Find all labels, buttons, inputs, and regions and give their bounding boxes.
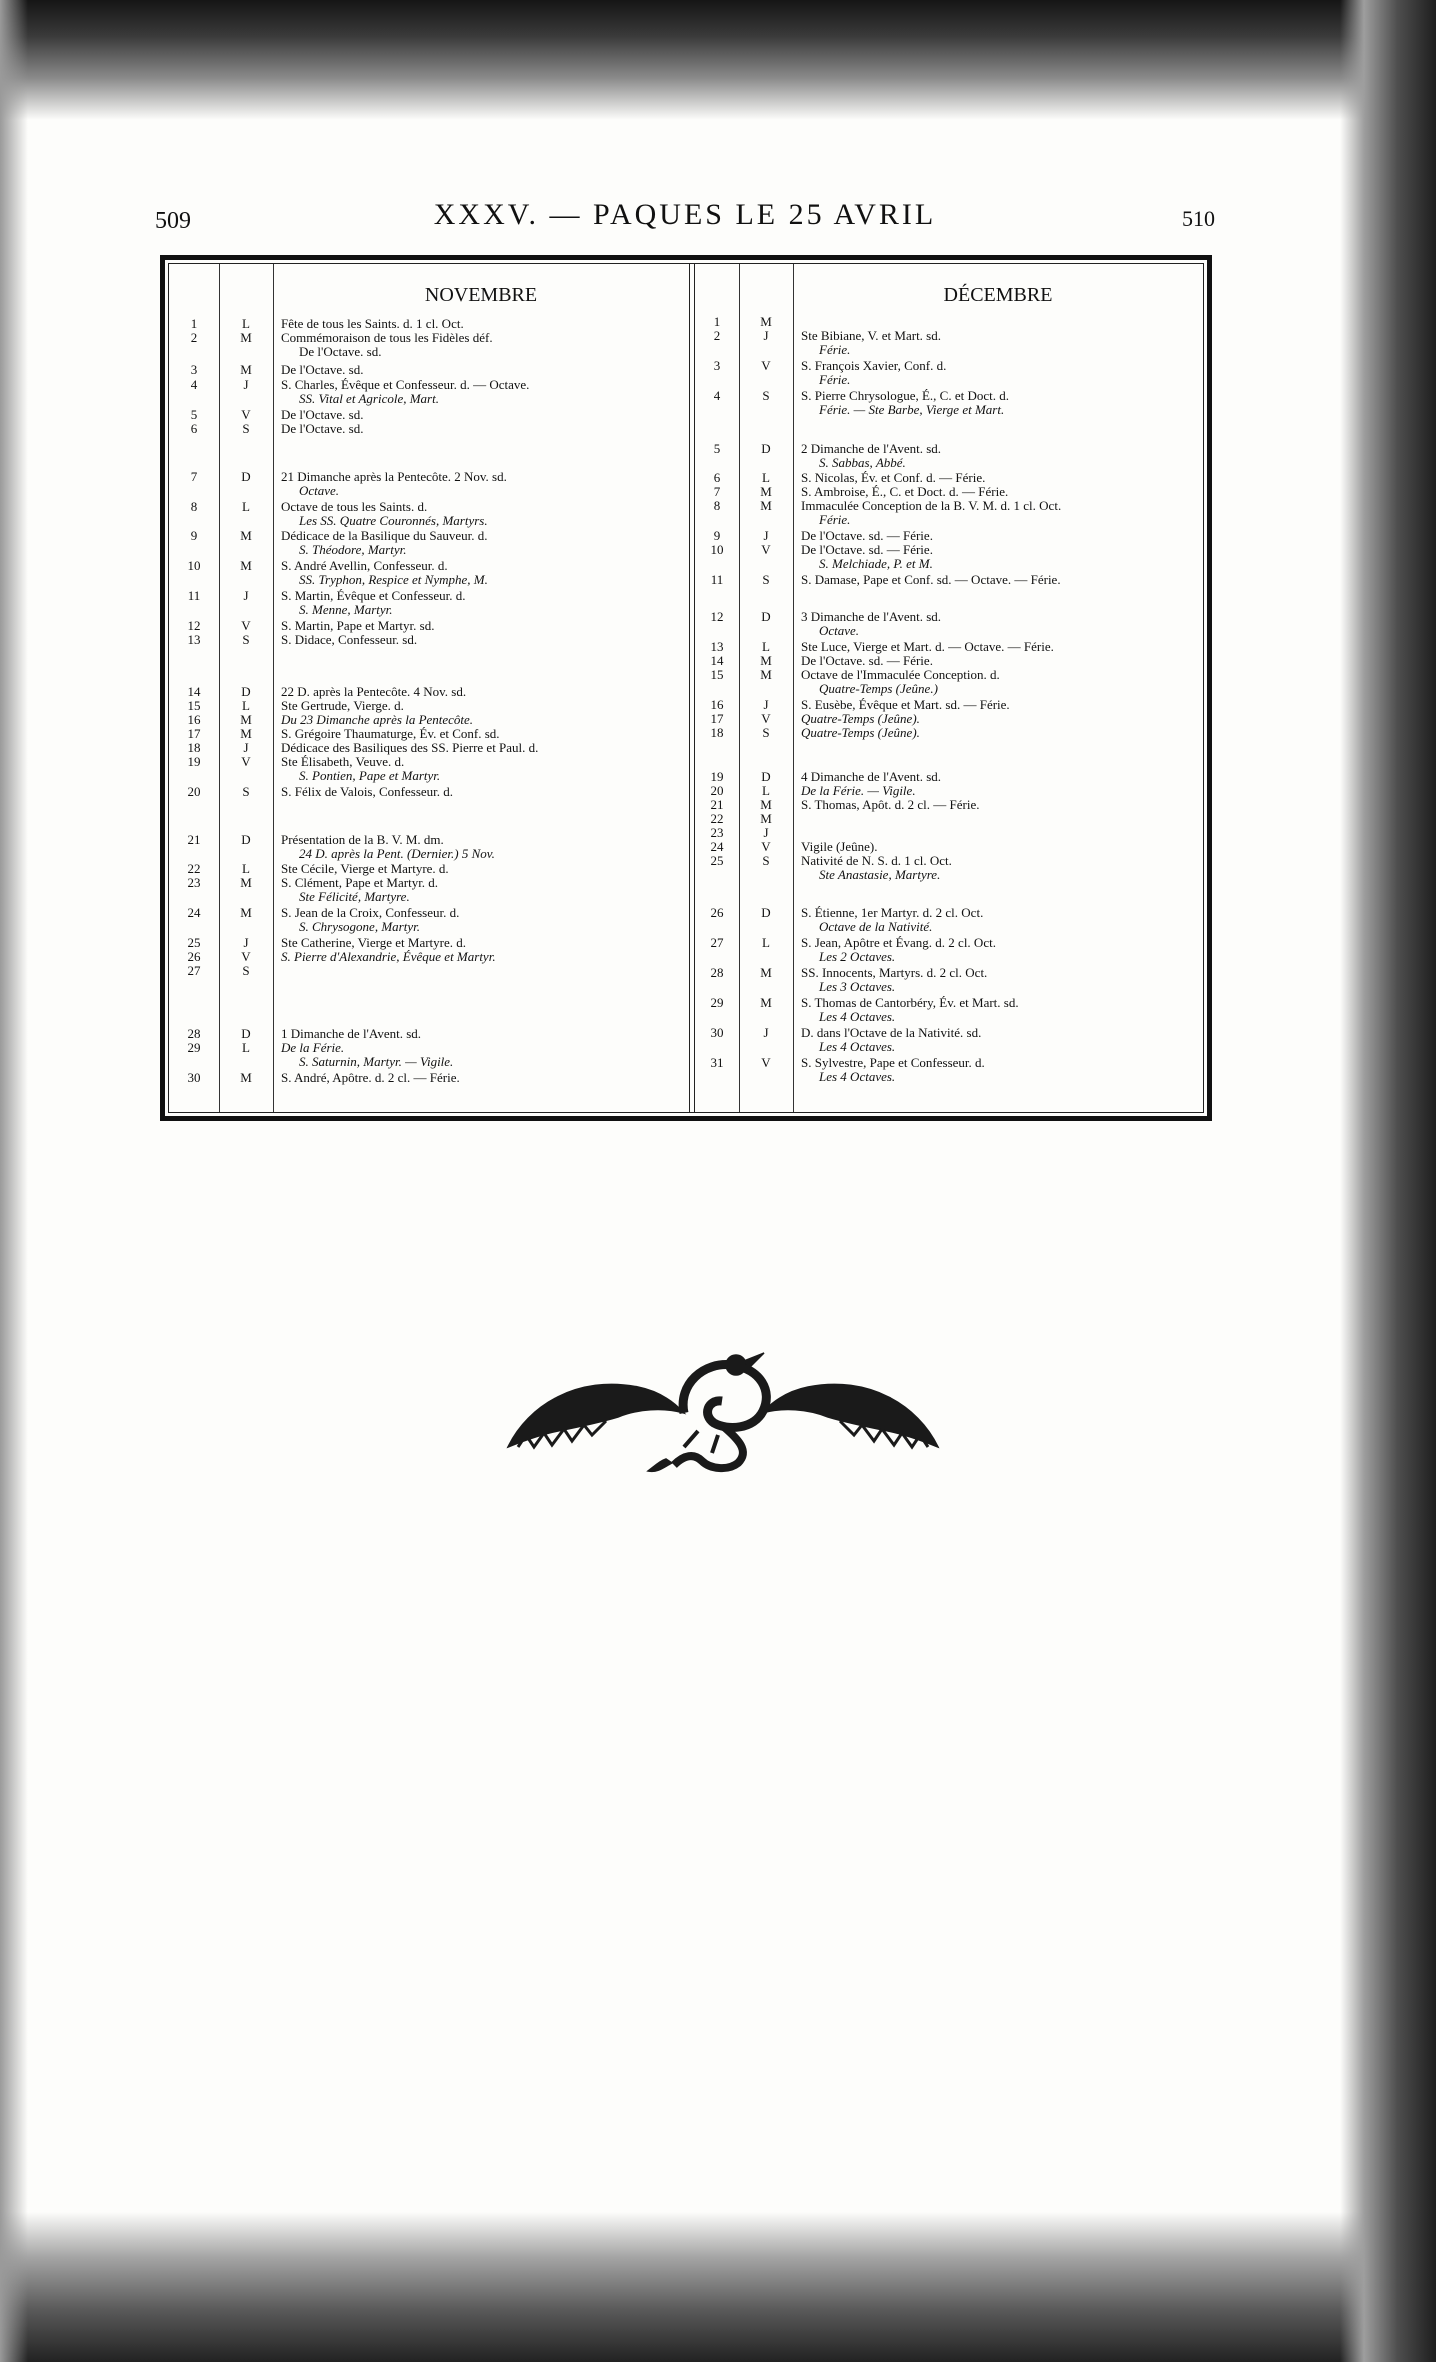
entry-text: S. Chrysogone, Martyr. bbox=[299, 919, 420, 934]
weekday-letter: D bbox=[241, 1026, 251, 1041]
weekday-letter: M bbox=[240, 362, 252, 377]
weekday-letter: L bbox=[242, 698, 250, 713]
weekday-letter: M bbox=[240, 726, 252, 741]
day-number: 13 bbox=[187, 632, 201, 647]
page-number-right: 510 bbox=[1182, 206, 1215, 231]
entry-text: De l'Octave. sd. — Férie. bbox=[801, 528, 933, 543]
entry-text: S. Saturnin, Martyr. — Vigile. bbox=[299, 1054, 454, 1069]
day-number: 23 bbox=[710, 825, 724, 840]
weekday-letter: M bbox=[760, 484, 772, 499]
entry-text: Immaculée Conception de la B. V. M. d. 1 cl. Oct. bbox=[801, 498, 1062, 513]
day-number: 15 bbox=[187, 698, 201, 713]
day-number: 18 bbox=[710, 725, 724, 740]
entry-text: 3 Dimanche de l'Avent. sd. bbox=[801, 609, 942, 624]
weekday-letter: J bbox=[243, 588, 249, 603]
weekday-letter: D bbox=[761, 609, 771, 624]
weekday-letter: L bbox=[242, 1040, 250, 1055]
day-number: 28 bbox=[187, 1026, 201, 1041]
day-number: 27 bbox=[710, 935, 724, 950]
weekday-letter: V bbox=[761, 1055, 771, 1070]
weekday-letter: V bbox=[241, 949, 251, 964]
weekday-letter: M bbox=[240, 1070, 252, 1085]
entry-text: S. André Avellin, Confesseur. d. bbox=[281, 558, 448, 573]
column-divider bbox=[793, 264, 794, 1112]
weekday-letter: J bbox=[763, 328, 769, 343]
entry-text: S. Menne, Martyr. bbox=[299, 602, 393, 617]
day-number: 11 bbox=[187, 588, 201, 603]
entry-text: Octave de tous les Saints. d. bbox=[281, 499, 428, 514]
entry-text: S. Étienne, 1er Martyr. d. 2 cl. Oct. bbox=[801, 905, 984, 920]
entry-text: Les 4 Octaves. bbox=[819, 1039, 896, 1054]
entry-text: S. Damase, Pape et Conf. sd. — Octave. — Férie. bbox=[801, 572, 1061, 587]
entry-text: SS. Innocents, Martyrs. d. 2 cl. Oct. bbox=[801, 965, 988, 980]
entry-text: De l'Octave. sd. — Férie. bbox=[801, 653, 933, 668]
day-number: 2 bbox=[713, 328, 721, 343]
weekday-letter: M bbox=[760, 797, 772, 812]
day-number: 8 bbox=[713, 498, 721, 513]
entry-text: S. André, Apôtre. d. 2 cl. — Férie. bbox=[281, 1070, 460, 1085]
entry-text: Quatre-Temps (Jeûne.) bbox=[819, 681, 938, 696]
weekday-letter: L bbox=[242, 861, 250, 876]
entry-text: Nativité de N. S. d. 1 cl. Oct. bbox=[801, 853, 952, 868]
day-number: 27 bbox=[187, 963, 201, 978]
day-number: 21 bbox=[710, 797, 724, 812]
entry-text: 21 Dimanche après la Pentecôte. 2 Nov. sd. bbox=[281, 469, 507, 484]
day-number: 7 bbox=[713, 484, 721, 499]
day-number: 3 bbox=[190, 362, 198, 377]
entry-text: S. Sylvestre, Pape et Confesseur. d. bbox=[801, 1055, 985, 1070]
weekday-letter: D bbox=[241, 684, 251, 699]
entry-text: S. Clément, Pape et Martyr. d. bbox=[281, 875, 439, 890]
day-number: 21 bbox=[187, 832, 201, 847]
weekday-letter: J bbox=[243, 377, 249, 392]
entry-text: Vigile (Jeûne). bbox=[801, 839, 878, 854]
day-number: 10 bbox=[710, 542, 724, 557]
day-number: 22 bbox=[187, 861, 201, 876]
entry-text: Ste Félicité, Martyre. bbox=[299, 889, 410, 904]
entry-text: S. Pierre d'Alexandrie, Évêque et Martyr. bbox=[281, 949, 496, 964]
weekday-letter: M bbox=[760, 653, 772, 668]
entry-text: De la Férie. bbox=[281, 1040, 345, 1055]
weekday-letter: M bbox=[240, 712, 252, 727]
entry-text: Les 2 Octaves. bbox=[819, 949, 896, 964]
weekday-letter: M bbox=[760, 498, 772, 513]
entry-text: S. Jean, Apôtre et Évang. d. 2 cl. Oct. bbox=[801, 935, 996, 950]
day-number: 1 bbox=[713, 314, 721, 329]
day-number: 14 bbox=[187, 684, 201, 699]
weekday-letter: M bbox=[240, 558, 252, 573]
entry-text: S. Félix de Valois, Confesseur. d. bbox=[281, 784, 454, 799]
day-number: 12 bbox=[187, 618, 201, 633]
scan-edge-right bbox=[1340, 0, 1436, 2362]
weekday-letter: D bbox=[761, 769, 771, 784]
entry-text: S. Martin, Pape et Martyr. sd. bbox=[281, 618, 435, 633]
entry-text: Quatre-Temps (Jeûne). bbox=[801, 711, 920, 726]
weekday-letter: S bbox=[762, 388, 770, 403]
weekday-letter: D bbox=[241, 832, 251, 847]
winged-dragon-icon bbox=[488, 1335, 958, 1475]
scan-edge-left bbox=[0, 0, 28, 2362]
day-number: 1 bbox=[190, 316, 198, 331]
weekday-letter: D bbox=[761, 441, 771, 456]
entry-text: Les 3 Octaves. bbox=[819, 979, 896, 994]
weekday-letter: V bbox=[761, 358, 771, 373]
weekday-letter: S bbox=[242, 963, 250, 978]
entry-text: Férie. bbox=[819, 372, 851, 387]
weekday-letter: S bbox=[242, 784, 250, 799]
entry-text: De l'Octave. sd. bbox=[281, 421, 364, 436]
entry-text: S. Charles, Évêque et Confesseur. d. — Octave. bbox=[281, 377, 530, 392]
weekday-letter: D bbox=[241, 469, 251, 484]
month-title-november: NOVEMBRE bbox=[424, 284, 538, 306]
day-number: 2 bbox=[190, 330, 198, 345]
calendar-table bbox=[160, 255, 1212, 1121]
entry-text: De l'Octave. sd. bbox=[299, 344, 382, 359]
page-number-left: 509 bbox=[155, 208, 191, 234]
weekday-letter: M bbox=[760, 811, 772, 826]
day-number: 4 bbox=[713, 388, 721, 403]
entry-text: S. Martin, Évêque et Confesseur. d. bbox=[281, 588, 466, 603]
day-number: 16 bbox=[710, 697, 724, 712]
weekday-letter: L bbox=[762, 639, 770, 654]
page-header bbox=[155, 198, 1215, 238]
entry-text: De l'Octave. sd. bbox=[281, 362, 364, 377]
day-number: 30 bbox=[710, 1025, 724, 1040]
day-number: 23 bbox=[187, 875, 201, 890]
entry-text: Octave de l'Immaculée Conception. d. bbox=[801, 667, 1000, 682]
weekday-letter: L bbox=[762, 470, 770, 485]
weekday-letter: V bbox=[761, 839, 771, 854]
day-number: 16 bbox=[187, 712, 201, 727]
weekday-letter: M bbox=[760, 314, 772, 329]
entry-text: SS. Tryphon, Respice et Nymphe, M. bbox=[299, 572, 488, 587]
weekday-letter: J bbox=[243, 935, 249, 950]
column-divider bbox=[219, 264, 220, 1112]
weekday-letter: V bbox=[761, 542, 771, 557]
entry-text: S. Pierre Chrysologue, É., C. et Doct. d. bbox=[801, 388, 1009, 403]
entry-text: 2 Dimanche de l'Avent. sd. bbox=[801, 441, 942, 456]
entry-text: Fête de tous les Saints. d. 1 cl. Oct. bbox=[281, 316, 464, 331]
weekday-letter: S bbox=[762, 572, 770, 587]
month-title-december: DÉCEMBRE bbox=[943, 284, 1053, 306]
day-number: 6 bbox=[190, 421, 198, 436]
weekday-letter: V bbox=[761, 711, 771, 726]
weekday-letter: L bbox=[242, 499, 250, 514]
day-number: 26 bbox=[710, 905, 724, 920]
day-number: 20 bbox=[187, 784, 201, 799]
weekday-letter: J bbox=[763, 697, 769, 712]
day-number: 10 bbox=[187, 558, 201, 573]
day-number: 25 bbox=[710, 853, 724, 868]
entry-text: Ste Cécile, Vierge et Martyre. d. bbox=[281, 861, 449, 876]
entry-text: S. Grégoire Thaumaturge, Év. et Conf. sd. bbox=[281, 726, 500, 741]
day-number: 18 bbox=[187, 740, 201, 755]
entry-text: De l'Octave. sd. bbox=[281, 407, 364, 422]
entry-text: Les 4 Octaves. bbox=[819, 1009, 896, 1024]
entry-text: S. Théodore, Martyr. bbox=[299, 542, 407, 557]
column-divider bbox=[739, 264, 740, 1112]
entry-text: Dédicace de la Basilique du Sauveur. d. bbox=[281, 528, 488, 543]
day-number: 7 bbox=[190, 469, 198, 484]
entry-text: Ste Élisabeth, Veuve. d. bbox=[281, 754, 405, 769]
entry-text: SS. Vital et Agricole, Mart. bbox=[299, 391, 439, 406]
day-number: 3 bbox=[713, 358, 721, 373]
entry-text: Octave. bbox=[819, 623, 860, 638]
entry-text: S. François Xavier, Conf. d. bbox=[801, 358, 947, 373]
entry-text: S. Eusèbe, Évêque et Mart. sd. — Férie. bbox=[801, 697, 1010, 712]
entry-text: S. Thomas, Apôt. d. 2 cl. — Férie. bbox=[801, 797, 980, 812]
weekday-letter: J bbox=[243, 740, 249, 755]
day-number: 11 bbox=[710, 572, 724, 587]
entry-text: 22 D. après la Pentecôte. 4 Nov. sd. bbox=[281, 684, 467, 699]
weekday-letter: M bbox=[760, 965, 772, 980]
entry-text: Les SS. Quatre Couronnés, Martyrs. bbox=[299, 513, 488, 528]
day-number: 8 bbox=[190, 499, 198, 514]
entry-text: Férie. — Ste Barbe, Vierge et Mart. bbox=[819, 402, 1005, 417]
day-number: 5 bbox=[713, 441, 721, 456]
day-number: 30 bbox=[187, 1070, 201, 1085]
weekday-letter: J bbox=[763, 1025, 769, 1040]
weekday-letter: S bbox=[242, 632, 250, 647]
weekday-letter: S bbox=[762, 853, 770, 868]
weekday-letter: M bbox=[240, 528, 252, 543]
weekday-letter: M bbox=[240, 330, 252, 345]
day-number: 20 bbox=[710, 783, 724, 798]
entry-text: 1 Dimanche de l'Avent. sd. bbox=[281, 1026, 422, 1041]
day-number: 4 bbox=[190, 377, 198, 392]
day-number: 22 bbox=[710, 811, 724, 826]
weekday-letter: S bbox=[762, 725, 770, 740]
entry-text: S. Thomas de Cantorbéry, Év. et Mart. sd. bbox=[801, 995, 1019, 1010]
entry-text: S. Pontien, Pape et Martyr. bbox=[299, 768, 441, 783]
weekday-letter: M bbox=[240, 905, 252, 920]
day-number: 14 bbox=[710, 653, 724, 668]
day-number: 15 bbox=[710, 667, 724, 682]
entry-text: Ste Catherine, Vierge et Martyre. d. bbox=[281, 935, 467, 950]
day-number: 9 bbox=[713, 528, 721, 543]
weekday-letter: V bbox=[241, 754, 251, 769]
day-number: 29 bbox=[710, 995, 724, 1010]
day-number: 17 bbox=[710, 711, 724, 726]
entry-text: S. Ambroise, É., C. et Doct. d. — Férie. bbox=[801, 484, 1009, 499]
entry-text: De la Férie. — Vigile. bbox=[801, 783, 916, 798]
entry-text: Les 4 Octaves. bbox=[819, 1069, 896, 1084]
entry-text: S. Sabbas, Abbé. bbox=[819, 455, 906, 470]
entry-text: 24 D. après la Pent. (Dernier.) 5 Nov. bbox=[299, 846, 495, 861]
weekday-letter: V bbox=[241, 618, 251, 633]
day-number: 26 bbox=[187, 949, 201, 964]
day-number: 24 bbox=[710, 839, 724, 854]
day-number: 29 bbox=[187, 1040, 201, 1055]
entry-text: Ste Anastasie, Martyre. bbox=[819, 867, 941, 882]
weekday-letter: M bbox=[760, 995, 772, 1010]
day-number: 24 bbox=[187, 905, 201, 920]
day-number: 25 bbox=[187, 935, 201, 950]
weekday-letter: L bbox=[762, 935, 770, 950]
weekday-letter: M bbox=[240, 875, 252, 890]
entry-text: Férie. bbox=[819, 342, 851, 357]
entry-text: Quatre-Temps (Jeûne). bbox=[801, 725, 920, 740]
entry-text: Dédicace des Basiliques des SS. Pierre et Paul. d. bbox=[281, 740, 539, 755]
day-number: 13 bbox=[710, 639, 724, 654]
day-number: 9 bbox=[190, 528, 198, 543]
scan-edge-top bbox=[0, 0, 1436, 120]
weekday-letter: S bbox=[242, 421, 250, 436]
weekday-letter: D bbox=[761, 905, 771, 920]
weekday-letter: L bbox=[762, 783, 770, 798]
day-number: 19 bbox=[187, 754, 201, 769]
day-number: 31 bbox=[710, 1055, 724, 1070]
weekday-letter: L bbox=[242, 316, 250, 331]
entry-text: Ste Luce, Vierge et Mart. d. — Octave. — Férie. bbox=[801, 639, 1054, 654]
entry-text: S. Nicolas, Év. et Conf. d. — Férie. bbox=[801, 470, 986, 485]
day-number: 17 bbox=[187, 726, 201, 741]
entry-text: 4 Dimanche de l'Avent. sd. bbox=[801, 769, 942, 784]
day-number: 19 bbox=[710, 769, 724, 784]
entry-text: D. dans l'Octave de la Nativité. sd. bbox=[801, 1025, 982, 1040]
page-title: XXXV. — PAQUES LE 25 AVRIL bbox=[433, 198, 937, 231]
entry-text: Présentation de la B. V. M. dm. bbox=[281, 832, 444, 847]
entry-text: Octave de la Nativité. bbox=[819, 919, 933, 934]
column-divider bbox=[273, 264, 274, 1112]
day-number: 5 bbox=[190, 407, 198, 422]
entry-text: Ste Bibiane, V. et Mart. sd. bbox=[801, 328, 941, 343]
day-number: 12 bbox=[710, 609, 724, 624]
entry-text: Férie. bbox=[819, 512, 851, 527]
weekday-letter: V bbox=[241, 407, 251, 422]
entry-text: S. Melchiade, P. et M. bbox=[819, 556, 933, 571]
weekday-letter: J bbox=[763, 825, 769, 840]
weekday-letter: J bbox=[763, 528, 769, 543]
calendar-inner-border bbox=[168, 263, 1204, 1113]
entry-text: Du 23 Dimanche après la Pentecôte. bbox=[281, 712, 474, 727]
entry-text: Octave. bbox=[299, 483, 340, 498]
day-number: 28 bbox=[710, 965, 724, 980]
weekday-letter: M bbox=[760, 667, 772, 682]
month-divider bbox=[689, 264, 695, 1112]
entry-text: Commémoraison de tous les Fidèles déf. bbox=[281, 330, 493, 345]
entry-text: S. Didace, Confesseur. sd. bbox=[281, 632, 418, 647]
scan-edge-bottom bbox=[0, 2212, 1436, 2362]
day-number: 6 bbox=[713, 470, 721, 485]
entry-text: Ste Gertrude, Vierge. d. bbox=[281, 698, 404, 713]
entry-text: De l'Octave. sd. — Férie. bbox=[801, 542, 933, 557]
entry-text: S. Jean de la Croix, Confesseur. d. bbox=[281, 905, 460, 920]
